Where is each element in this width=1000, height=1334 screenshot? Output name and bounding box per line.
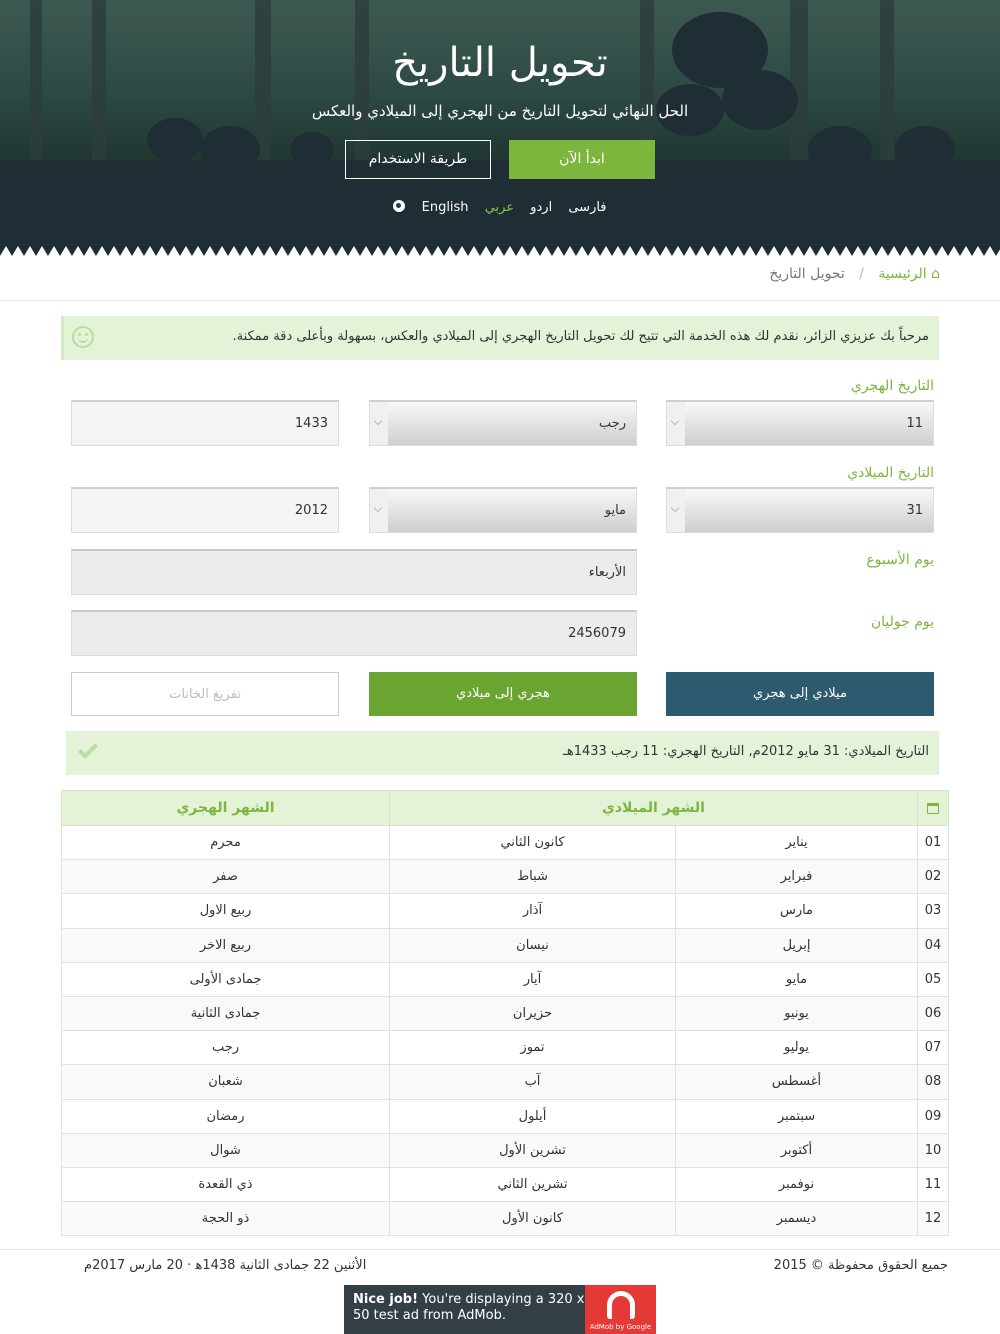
month-number-cell: 02 bbox=[918, 860, 949, 894]
lang-urdu[interactable]: اردو bbox=[530, 200, 553, 215]
syriac-month-cell: تشرين الأول bbox=[390, 1133, 676, 1167]
hijri-month-cell: ربيع الاول bbox=[62, 894, 390, 928]
welcome-text: مرحباً بك عزيزي الزائر، نقدم لك هذه الخدمة التي تتيح لك تحويل التاريخ الهجري إلى الميلادي والعكس، بسهولة وبأعلى دقة ممكنة. bbox=[232, 329, 929, 344]
weekday-field bbox=[71, 549, 637, 595]
table-row bbox=[62, 962, 949, 996]
clear-fields-button[interactable]: تفريغ الخانات bbox=[71, 672, 339, 716]
gregorian-year-value: 2012 bbox=[294, 503, 328, 518]
hijri-month-select[interactable] bbox=[369, 400, 637, 446]
gregorian-month-cell: أكتوبر bbox=[676, 1133, 918, 1167]
hero-title: تحويل التاريخ bbox=[392, 40, 608, 86]
copyright: جميع الحقوق محفوظة © 2015 bbox=[773, 1258, 948, 1273]
hijri-to-gregorian-button[interactable]: هجري إلى ميلادي bbox=[369, 672, 637, 716]
syriac-month-cell: تشرين الثاني bbox=[390, 1167, 676, 1201]
hijri-date-label: التاريخ الهجري bbox=[850, 378, 934, 394]
hijri-month-cell: صفر bbox=[62, 860, 390, 894]
breadcrumb-current: تحويل التاريخ bbox=[769, 266, 845, 282]
table-header-row bbox=[62, 791, 949, 826]
hijri-month-cell: محرم bbox=[62, 826, 390, 860]
syriac-month-cell: نيسان bbox=[390, 928, 676, 962]
hijri-month-cell: ذي القعدة bbox=[62, 1167, 390, 1201]
julian-day-value: 2456079 bbox=[568, 626, 626, 641]
hero-subtitle: الحل النهائي لتحويل التاريخ من الهجري إلى الميلادي والعكس bbox=[311, 102, 689, 120]
gregorian-month-cell: يناير bbox=[676, 826, 918, 860]
hijri-day-select[interactable] bbox=[666, 400, 934, 446]
gregorian-month-cell: إبريل bbox=[676, 928, 918, 962]
gregorian-month-cell: ديسمبر bbox=[676, 1202, 918, 1236]
zigzag-divider bbox=[0, 240, 1000, 256]
chevron-down-icon bbox=[374, 417, 382, 425]
hijri-month-cell: جمادى الأولى bbox=[62, 962, 390, 996]
gregorian-month-header: الشهر الميلادي bbox=[390, 791, 918, 826]
table-row bbox=[62, 1202, 949, 1236]
ad-body: You're displaying a 320 x 50 test ad from AdMob. bbox=[353, 1292, 585, 1323]
hijri-month-cell: ذو الحجة bbox=[62, 1202, 390, 1236]
admob-logo-icon bbox=[607, 1291, 635, 1319]
syriac-month-cell: آذار bbox=[390, 894, 676, 928]
breadcrumb-home[interactable]: ⌂ الرئيسية bbox=[878, 266, 940, 282]
weekday-value: الأربعاء bbox=[588, 565, 626, 580]
gregorian-month-cell: يونيو bbox=[676, 996, 918, 1030]
table-row bbox=[62, 1167, 949, 1201]
hijri-month-header: الشهر الهجري bbox=[62, 791, 390, 826]
gregorian-month-cell: فبراير bbox=[676, 860, 918, 894]
hijri-year-value: 1433 bbox=[294, 416, 328, 431]
syriac-month-cell: كانون الأول bbox=[390, 1202, 676, 1236]
syriac-month-cell: أيلول bbox=[390, 1099, 676, 1133]
lang-farsi[interactable]: فارسی bbox=[568, 200, 607, 215]
lang-english[interactable]: English bbox=[421, 200, 469, 215]
language-switcher bbox=[0, 200, 1000, 215]
month-number-cell: 04 bbox=[918, 928, 949, 962]
mosque-skyline-illustration bbox=[0, 0, 1000, 256]
syriac-month-cell: شباط bbox=[390, 860, 676, 894]
chevron-down-icon bbox=[671, 417, 679, 425]
month-number-cell: 12 bbox=[918, 1202, 949, 1236]
hijri-day-value: 11 bbox=[906, 416, 923, 431]
breadcrumb bbox=[769, 266, 940, 282]
result-text: التاريخ الميلادي: 31 مايو 2012م, التاريخ الهجري: 11 رجب 1433هـ bbox=[563, 744, 929, 759]
calendar-header bbox=[918, 791, 949, 826]
weekday-label: يوم الأسبوع bbox=[866, 552, 934, 568]
gregorian-month-cell: نوفمبر bbox=[676, 1167, 918, 1201]
month-number-cell: 01 bbox=[918, 826, 949, 860]
table-row bbox=[62, 928, 949, 962]
month-number-cell: 07 bbox=[918, 1031, 949, 1065]
table-row bbox=[62, 894, 949, 928]
check-icon bbox=[78, 739, 98, 759]
julian-day-field bbox=[71, 610, 637, 656]
syriac-month-cell: آيار bbox=[390, 962, 676, 996]
julian-day-label: يوم جوليان bbox=[870, 614, 934, 630]
gregorian-year-input[interactable] bbox=[71, 487, 339, 533]
lang-arabic[interactable]: عربي bbox=[484, 200, 515, 215]
calendar-icon bbox=[927, 803, 939, 814]
smile-icon bbox=[72, 326, 94, 348]
gregorian-month-cell: يوليو bbox=[676, 1031, 918, 1065]
globe-icon bbox=[393, 200, 405, 212]
welcome-alert bbox=[61, 316, 939, 360]
start-now-button[interactable]: ابدأ الآن bbox=[509, 140, 655, 179]
hijri-month-cell: شوال bbox=[62, 1133, 390, 1167]
result-alert bbox=[66, 731, 939, 775]
admob-test-ad[interactable] bbox=[344, 1285, 656, 1334]
hijri-month-cell: رمضان bbox=[62, 1099, 390, 1133]
hero-banner bbox=[0, 0, 1000, 256]
gregorian-month-cell: سبتمبر bbox=[676, 1099, 918, 1133]
hijri-month-value: رجب bbox=[598, 416, 626, 431]
hijri-month-cell: شعبان bbox=[62, 1065, 390, 1099]
ad-text bbox=[353, 1292, 593, 1324]
months-table bbox=[61, 790, 949, 1236]
month-number-cell: 06 bbox=[918, 996, 949, 1030]
breadcrumb-separator: / bbox=[859, 266, 864, 282]
hijri-month-cell: رجب bbox=[62, 1031, 390, 1065]
syriac-month-cell: آب bbox=[390, 1065, 676, 1099]
divider bbox=[0, 300, 1000, 301]
gregorian-day-select[interactable] bbox=[666, 487, 934, 533]
table-row bbox=[62, 1133, 949, 1167]
today-date: الأثنين 22 جمادى الثانية 1438ﻫ · 20 مارس 2017م bbox=[84, 1258, 367, 1273]
syriac-month-cell: تموز bbox=[390, 1031, 676, 1065]
admob-brand: AdMob by Google bbox=[589, 1323, 652, 1331]
month-number-cell: 08 bbox=[918, 1065, 949, 1099]
chevron-down-icon bbox=[671, 504, 679, 512]
how-to-use-button[interactable]: طريقة الاستخدام bbox=[345, 140, 491, 179]
gregorian-month-cell: أغسطس bbox=[676, 1065, 918, 1099]
hijri-month-cell: جمادى الثانية bbox=[62, 996, 390, 1030]
admob-logo bbox=[585, 1285, 656, 1334]
table-row bbox=[62, 1099, 949, 1133]
month-number-cell: 11 bbox=[918, 1167, 949, 1201]
gregorian-date-label: التاريخ الميلادي bbox=[847, 465, 934, 481]
gregorian-day-value: 31 bbox=[906, 503, 923, 518]
month-number-cell: 03 bbox=[918, 894, 949, 928]
ad-headline: Nice job! bbox=[353, 1292, 419, 1307]
syriac-month-cell: حزيران bbox=[390, 996, 676, 1030]
syriac-month-cell: كانون الثاني bbox=[390, 826, 676, 860]
hijri-year-input[interactable] bbox=[71, 400, 339, 446]
gregorian-month-cell: مارس bbox=[676, 894, 918, 928]
month-number-cell: 10 bbox=[918, 1133, 949, 1167]
gregorian-month-cell: مايو bbox=[676, 962, 918, 996]
hijri-month-cell: ربيع الاخر bbox=[62, 928, 390, 962]
month-number-cell: 05 bbox=[918, 962, 949, 996]
table-row bbox=[62, 826, 949, 860]
month-number-cell: 09 bbox=[918, 1099, 949, 1133]
gregorian-month-select[interactable] bbox=[369, 487, 637, 533]
chevron-down-icon bbox=[374, 504, 382, 512]
table-row bbox=[62, 1065, 949, 1099]
gregorian-month-value: مايو bbox=[604, 503, 626, 518]
table-row bbox=[62, 996, 949, 1030]
divider bbox=[0, 1249, 1000, 1250]
gregorian-to-hijri-button[interactable]: ميلادي إلى هجري bbox=[666, 672, 934, 716]
table-row bbox=[62, 860, 949, 894]
breadcrumb-home-label: الرئيسية bbox=[878, 266, 927, 282]
table-row bbox=[62, 1031, 949, 1065]
